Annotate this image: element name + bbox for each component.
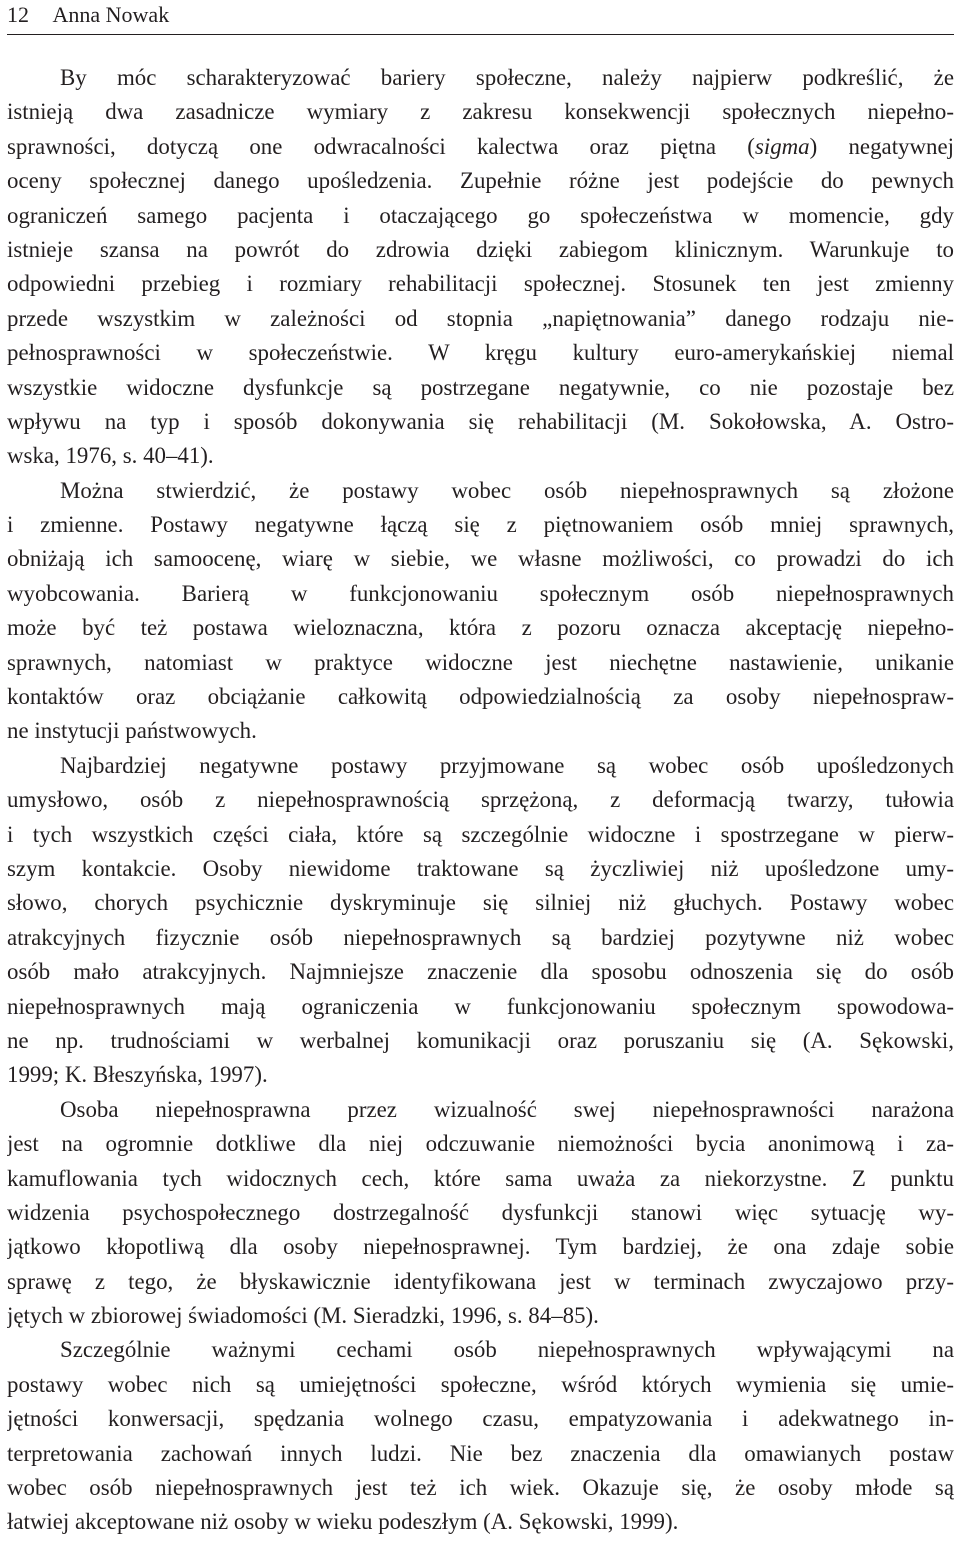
text-line — [7, 1437, 954, 1471]
text-line — [7, 1058, 954, 1092]
text-line — [7, 439, 954, 473]
text-segment: ) negatywnej — [809, 133, 954, 159]
paragraph — [7, 749, 954, 1093]
text-line — [7, 267, 954, 301]
text-segment: kamuflowania tych widocznych cech, które sama uważa za niekorzystne. Z punktu — [7, 1165, 954, 1191]
text-line — [7, 61, 954, 95]
text-segment: kontaktów oraz obciążanie całkowitą odpowiedzialnością za osoby niepełnospraw- — [7, 684, 954, 710]
text-segment: i tych wszystkich części ciała, które są szczególnie widoczne i spostrzegane w pierw- — [7, 821, 954, 847]
text-segment: umysłowo, osób z niepełnosprawnością sprzężoną, z deformacją twarzy, tułowia — [7, 787, 954, 813]
text-segment: niepełnosprawnych mają ograniczenia w funkcjonowaniu społecznym spowodowa- — [7, 993, 954, 1019]
running-head-author: Anna Nowak — [52, 2, 170, 27]
text-line — [7, 921, 954, 955]
text-line — [7, 818, 954, 852]
text-line — [7, 95, 954, 129]
text-line — [7, 646, 954, 680]
text-line — [7, 1024, 954, 1058]
text-segment: By móc scharakteryzować bariery społeczne, należy najpierw podkreślić, że — [60, 65, 954, 90]
text-line — [7, 749, 954, 783]
paragraph — [7, 1093, 954, 1334]
text-line — [7, 955, 954, 989]
paragraph — [7, 474, 954, 749]
text-segment: wyobcowania. Barierą w funkcjonowaniu społecznym osób niepełnosprawnych — [7, 580, 954, 606]
text-line — [7, 474, 954, 508]
text-line — [7, 852, 954, 886]
text-segment: terpretowania zachowań innych ludzi. Nie bez znaczenia dla omawianych postaw — [7, 1440, 954, 1466]
text-line — [7, 371, 954, 405]
text-line — [7, 199, 954, 233]
text-line — [7, 508, 954, 542]
text-line — [7, 233, 954, 267]
text-line — [7, 990, 954, 1024]
text-line — [7, 1368, 954, 1402]
text-line — [7, 714, 954, 748]
text-segment: przede wszystkim w zależności od stopnia „napiętnowania” danego rodzaju nie- — [7, 305, 954, 331]
text-line — [7, 1299, 954, 1333]
text-segment: szym kontakcie. Osoby niewidome traktowane są życzliwiej niż upośledzone umy- — [7, 855, 954, 881]
text-line — [7, 1162, 954, 1196]
text-line — [7, 611, 954, 645]
text-line — [7, 1196, 954, 1230]
text-segment: ne np. trudnościami w werbalnej komunikacji oraz poruszaniu się (A. Sękowski, — [7, 1027, 954, 1053]
text-segment: widzenia psychospołecznego dostrzegalność dysfunkcji stanowi więc sytuację wy- — [7, 1199, 954, 1225]
text-segment: może być też postawa wieloznaczna, która z pozoru oznacza akceptację niepełno- — [7, 615, 954, 641]
text-segment: Szczególnie ważnymi cechami osób niepełnosprawnych wpływającymi na — [60, 1337, 954, 1363]
text-segment: łatwiej akceptowane niż osoby w wieku podeszłym (A. Sękowski, 1999). — [7, 1509, 679, 1535]
text-line — [7, 405, 954, 439]
text-segment: istnieje szansa na powrót do zdrowia dzięki zabiegom klinicznym. Warunkuje to — [7, 236, 954, 262]
text-line — [7, 1265, 954, 1299]
paragraph — [7, 61, 954, 474]
text-segment: jest na ogromnie dotkliwe dla niej odczuwanie niemożności bycia anonimową i za- — [7, 1131, 954, 1157]
text-segment: wszystkie widoczne dysfunkcje są postrzegane negatywnie, co nie pozostaje bez — [7, 374, 954, 400]
text-segment: odpowiedni przebieg i rozmiary rehabilitacji społecznej. Stosunek ten jest zmienny — [7, 271, 954, 297]
text-line — [7, 577, 954, 611]
text-segment: obniżają ich samoocenę, wiarę w siebie, we własne możliwości, co prowadzi do ich — [7, 546, 954, 572]
text-segment: istnieją dwa zasadnicze wymiary z zakresu konsekwencji społecznych niepełno- — [7, 99, 954, 125]
text-segment: sprawę z tego, że błyskawicznie identyfikowana jest w terminach zwyczajowo przy- — [7, 1268, 954, 1294]
book-page — [7, 0, 954, 1541]
text-line — [7, 1093, 954, 1127]
text-segment: atrakcyjnych fizycznie osób niepełnosprawnych są bardziej pozytywne niż wobec — [7, 924, 954, 950]
running-head — [7, 0, 954, 35]
text-segment: oceny społecznej danego upośledzenia. Zupełnie różne jest podejście do pewnych — [7, 168, 954, 194]
text-segment: wska, 1976, s. 40–41). — [7, 443, 214, 469]
text-line — [7, 1333, 954, 1367]
text-segment: wobec osób niepełnosprawnych jest też ich wiek. Okazuje się, że osoby młode są — [7, 1475, 954, 1501]
text-line — [7, 886, 954, 920]
text-line — [7, 1127, 954, 1161]
text-line — [7, 130, 954, 164]
text-segment: Osoba niepełnosprawna przez wizualność swej niepełnosprawności narażona — [60, 1096, 954, 1122]
text-line — [7, 164, 954, 198]
text-segment: Najbardziej negatywne postawy przyjmowane są wobec osób upośledzonych — [60, 752, 954, 778]
text-segment: sprawnych, natomiast w praktyce widoczne jest niechętne nastawienie, unikanie — [7, 649, 954, 675]
paragraph — [7, 1333, 954, 1539]
text-line — [7, 680, 954, 714]
text-segment: wpływu na typ i sposób dokonywania się rehabilitacji (M. Sokołowska, A. Ostro- — [7, 408, 954, 434]
text-segment: Można stwierdzić, że postawy wobec osób niepełnosprawnych są złożone — [60, 477, 954, 503]
text-line — [7, 336, 954, 370]
text-line — [7, 542, 954, 576]
text-segment: jętności konwersacji, spędzania wolnego czasu, empatyzowania i adekwatnego in- — [7, 1406, 954, 1432]
text-line — [7, 783, 954, 817]
text-segment: osób mało atrakcyjnych. Najmniejsze znaczenie dla sposobu odnoszenia się do osób — [7, 959, 954, 985]
italic-term: sigma — [754, 133, 810, 159]
text-segment: jętych w zbiorowej świadomości (M. Sieradzki, 1996, s. 84–85). — [7, 1303, 599, 1329]
body-text — [7, 61, 954, 1540]
text-line — [7, 1505, 954, 1539]
text-line — [7, 1402, 954, 1436]
text-line — [7, 1471, 954, 1505]
text-segment: jątkowo kłopotliwą dla osoby niepełnosprawnej. Tym bardziej, że ona zdaje sobie — [7, 1234, 954, 1260]
text-segment: ne instytucji państwowych. — [7, 718, 257, 744]
text-line — [7, 302, 954, 336]
text-segment: 1999; K. Błeszyńska, 1997). — [7, 1062, 268, 1088]
text-segment: słowo, chorych psychicznie dyskryminuje się silniej niż głuchych. Postawy wobec — [7, 890, 954, 916]
page-number: 12 — [7, 2, 29, 27]
text-segment: i zmienne. Postawy negatywne łączą się z piętnowaniem osób mniej sprawnych, — [7, 512, 954, 538]
text-segment: postawy wobec nich są umiejętności społeczne, wśród których wymienia się umie- — [7, 1371, 954, 1397]
text-segment: pełnosprawności w społeczeństwie. W kręgu kultury euro-amerykańskiej niemal — [7, 340, 954, 366]
text-segment: ograniczeń samego pacjenta i otaczającego go społeczeństwa w momencie, gdy — [7, 202, 954, 228]
text-segment: sprawności, dotyczą one odwracalności kalectwa oraz piętna ( — [7, 133, 755, 159]
text-line — [7, 1230, 954, 1264]
